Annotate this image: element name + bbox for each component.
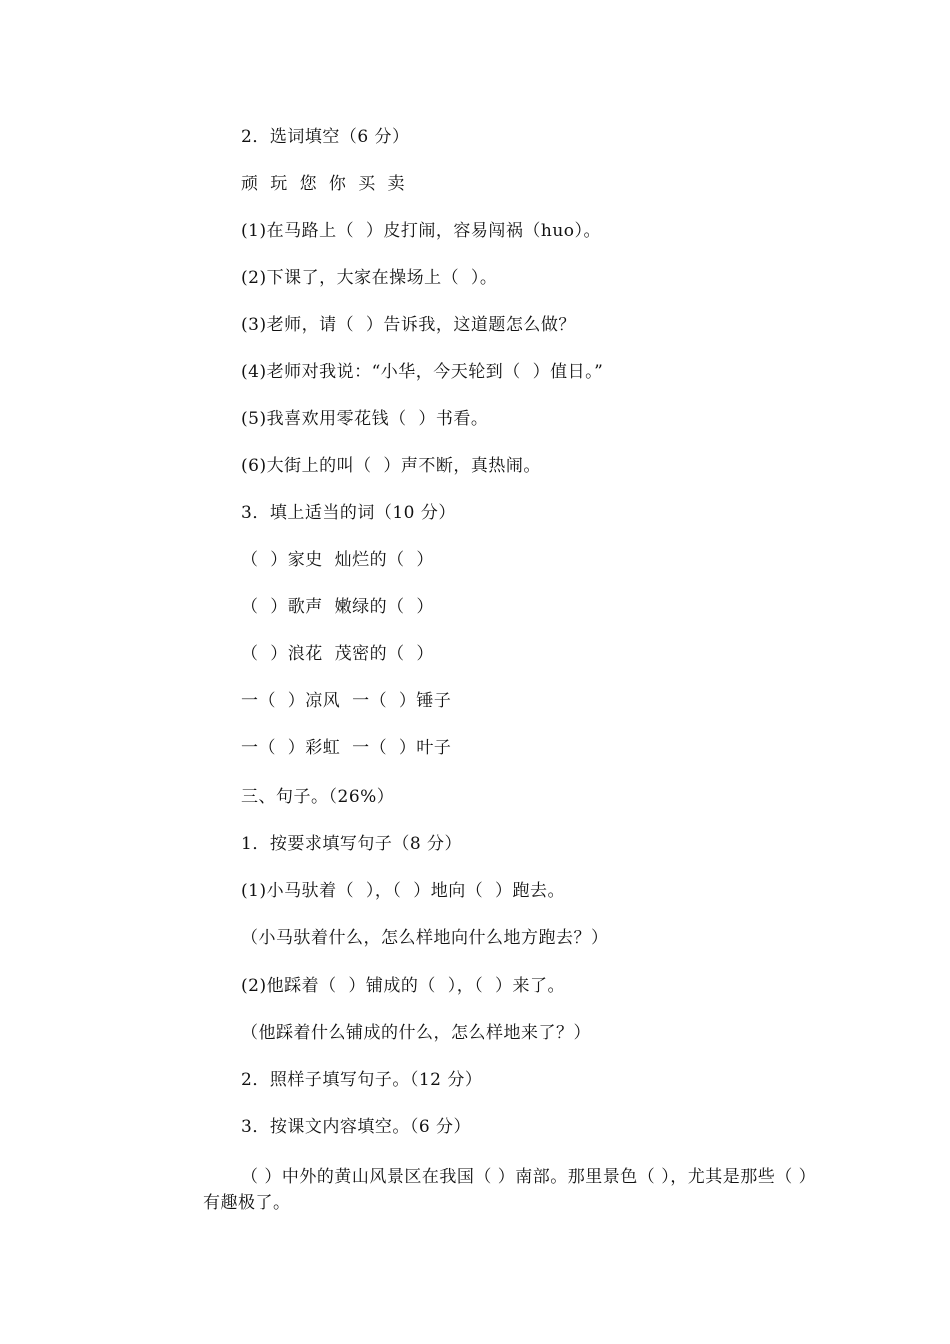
word-choices: 顽 玩 您 你 买 卖 <box>241 174 406 194</box>
fill-item-5: (5)我喜欢用零花钱（ ）书看。 <box>241 409 489 429</box>
part-three-heading: 三、句子。（26%） <box>241 787 395 807</box>
word-pair-row-3: （ ）浪花 茂密的（ ） <box>241 644 434 664</box>
measure-word-row-1: 一（ ）凉风 一（ ）锤子 <box>241 691 452 711</box>
word-pair-row-2: （ ）歌声 嫩绿的（ ） <box>241 597 434 617</box>
cloze-paragraph: （ ）中外的黄山风景区在我国（ ）南部。那里景色（ ），尤其是那些（ ）有趣极了。 <box>203 1167 808 1213</box>
section-2-heading: 2．选词填空（6 分） <box>241 127 410 147</box>
fill-item-4: (4)老师对我说：“小华，今天轮到（ ）值日。” <box>241 362 604 382</box>
fill-item-3: (3)老师，请（ ）告诉我，这道题怎么做？ <box>241 315 576 335</box>
sentence-hint-1: （小马驮着什么，怎么样地向什么地方跑去？） <box>241 928 609 948</box>
fill-item-1: (1)在马路上（ ）皮打闹，容易闯祸（huo）。 <box>241 221 602 241</box>
word-pair-row-1: （ ）家史 灿烂的（ ） <box>241 550 434 570</box>
fill-item-6: (6)大街上的叫（ ）声不断，真热闹。 <box>241 456 541 476</box>
fill-item-2: (2)下课了，大家在操场上（ ）。 <box>241 268 498 288</box>
sentence-hint-2: （他踩着什么铺成的什么，怎么样地来了？） <box>241 1023 591 1043</box>
sentence-task-2-heading: 2．照样子填写句子。（12 分） <box>241 1070 483 1090</box>
sentence-task-1-heading: 1．按要求填写句子（8 分） <box>241 834 463 854</box>
measure-word-row-2: 一（ ）彩虹 一（ ）叶子 <box>241 738 452 758</box>
sentence-item-2: (2)他踩着（ ）铺成的（ ），（ ）来了。 <box>241 976 566 996</box>
sentence-item-1: (1)小马驮着（ ），（ ）地向（ ）跑去。 <box>241 881 566 901</box>
section-3-heading: 3．填上适当的词（10 分） <box>241 503 456 523</box>
sentence-task-3-heading: 3．按课文内容填空。（6 分） <box>241 1117 472 1137</box>
